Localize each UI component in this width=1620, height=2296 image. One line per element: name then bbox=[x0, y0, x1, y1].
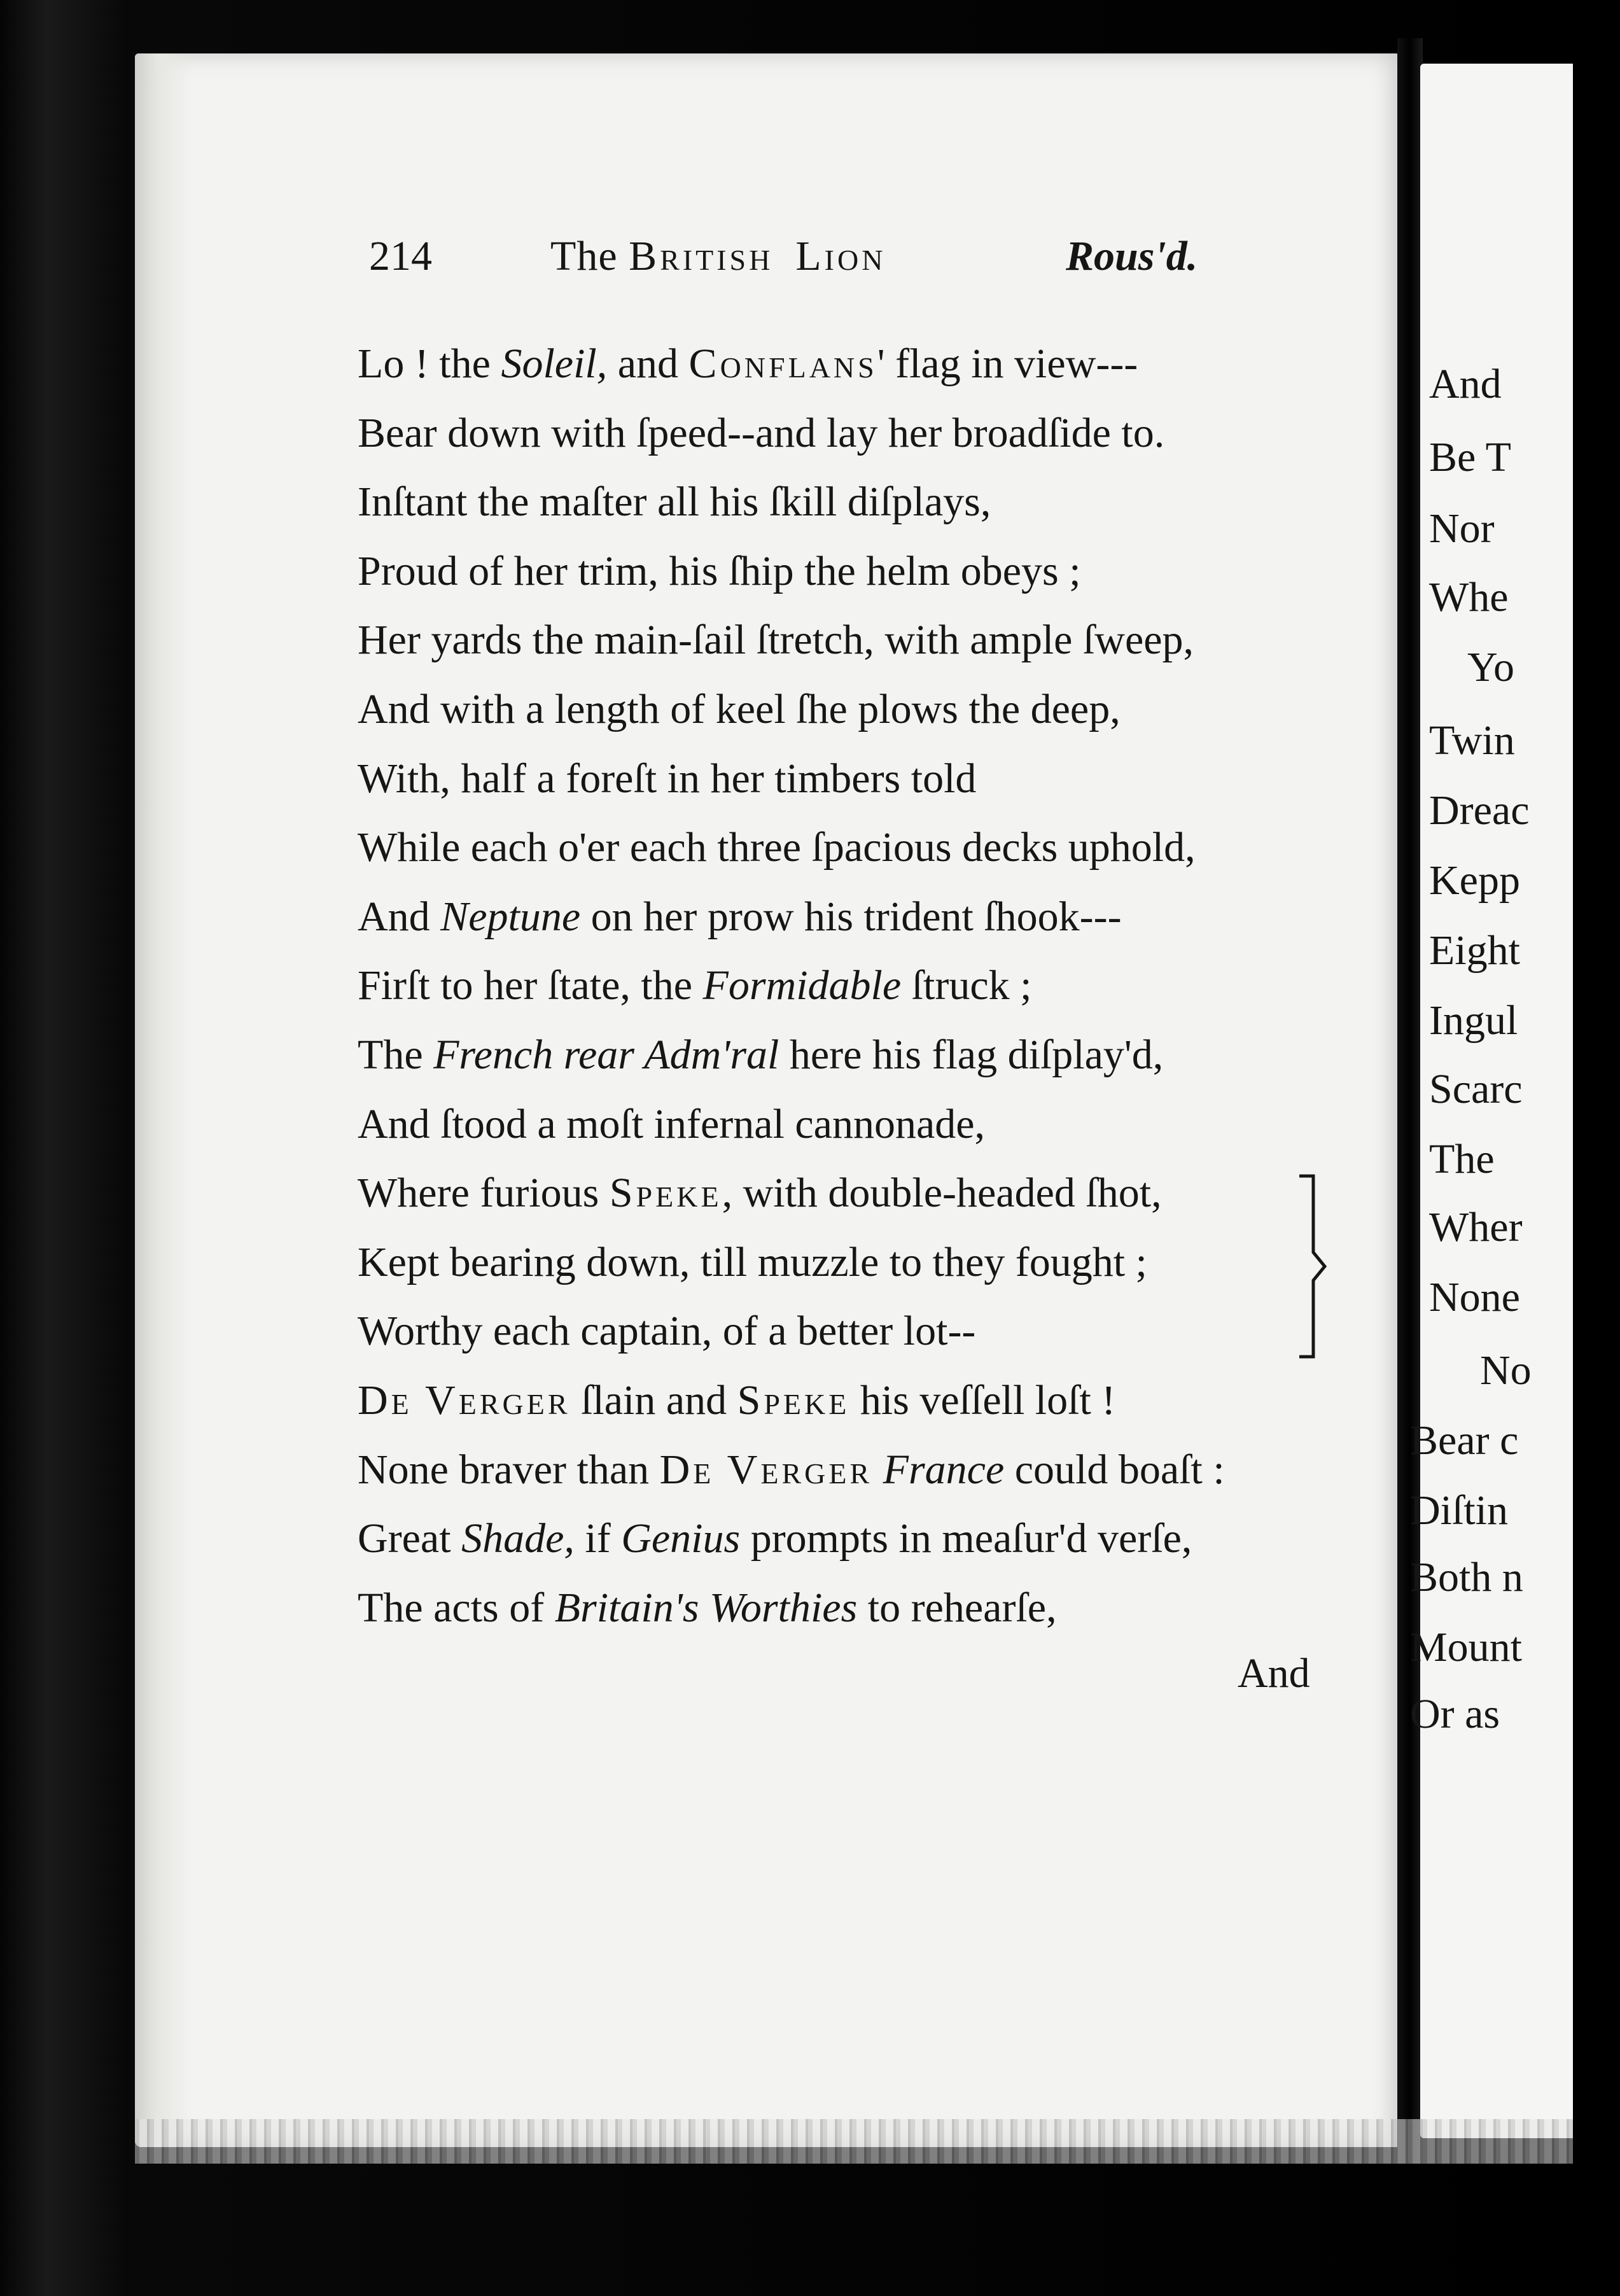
verse-line bbox=[358, 1090, 1376, 1159]
verse-segment: could boaſt : bbox=[1004, 1446, 1225, 1493]
facing-page-line: Dreac bbox=[1429, 787, 1530, 834]
verse-segment: his veſſell loſt ! bbox=[849, 1376, 1116, 1424]
verse-segment: here his flag diſplay'd, bbox=[779, 1031, 1164, 1078]
title-suffix: Rous'd. bbox=[1066, 233, 1198, 279]
verse-line bbox=[358, 468, 1376, 537]
running-title bbox=[550, 228, 886, 285]
verse-segment: While each o'er each three ſpacious decks uphold, bbox=[358, 824, 1196, 871]
facing-page-line: Be T bbox=[1429, 434, 1511, 480]
verse-segment: Formidable bbox=[702, 962, 902, 1009]
verse-segment: Lo ! the bbox=[358, 340, 501, 387]
facing-page-line: Diſtin bbox=[1410, 1487, 1509, 1534]
verse-segment: De Verger bbox=[659, 1446, 873, 1493]
verse-line bbox=[358, 813, 1376, 883]
verse-line bbox=[358, 1366, 1376, 1436]
verse-segment: The acts of bbox=[358, 1584, 555, 1631]
facing-page-line: Wher bbox=[1429, 1204, 1523, 1250]
verse-line bbox=[358, 1228, 1376, 1298]
facing-page-line: Kepp bbox=[1429, 857, 1520, 904]
verse-segment: And ſtood a moſt infernal cannonade, bbox=[358, 1100, 986, 1147]
facing-page-line: No bbox=[1480, 1347, 1532, 1394]
title-word-british: British bbox=[629, 233, 774, 279]
verse-line bbox=[358, 1021, 1376, 1090]
facing-page-line: Scarc bbox=[1429, 1066, 1523, 1112]
verse-segment: ſtruck ; bbox=[901, 962, 1032, 1009]
triplet-brace bbox=[1292, 1171, 1330, 1362]
verse-segment bbox=[872, 1446, 883, 1493]
facing-page-line: Whe bbox=[1429, 574, 1509, 620]
verse-line bbox=[358, 675, 1376, 745]
verse-segment: French rear Adm'ral bbox=[433, 1031, 779, 1078]
verse-segment: Bear down with ſpeed--and lay her broadſide to. bbox=[358, 409, 1165, 456]
verse-segment: France bbox=[883, 1446, 1005, 1493]
verse-segment: to rehearſe, bbox=[857, 1584, 1057, 1631]
verse-line bbox=[358, 745, 1376, 814]
verse-segment: , with double-headed ſhot, bbox=[722, 1170, 1162, 1217]
running-header bbox=[369, 228, 1228, 285]
verse-segment: Where furious bbox=[358, 1170, 610, 1217]
verse-segment: and bbox=[607, 340, 689, 387]
verse-segment: Britain's Worthies bbox=[554, 1584, 858, 1631]
facing-page-line: Both n bbox=[1410, 1554, 1523, 1600]
verse-segment: Speke bbox=[609, 1170, 722, 1217]
verse-line bbox=[358, 883, 1376, 952]
facing-page-line: None bbox=[1429, 1274, 1520, 1320]
facing-page-line: Ingul bbox=[1429, 997, 1518, 1044]
verse-segment: on her prow his trident ſhook--- bbox=[580, 893, 1122, 940]
verse-line bbox=[358, 1504, 1376, 1574]
poem-verse bbox=[358, 330, 1376, 1642]
verse-segment: ſlain and bbox=[570, 1376, 737, 1424]
page-number: 214 bbox=[369, 233, 432, 279]
verse-segment: Shade, bbox=[461, 1515, 575, 1562]
verse-line bbox=[358, 1159, 1376, 1228]
verse-segment: ' flag in view--- bbox=[877, 340, 1138, 387]
verse-line bbox=[358, 951, 1376, 1021]
catchword: And bbox=[1238, 1650, 1310, 1697]
verse-line bbox=[358, 399, 1376, 468]
verse-segment: Genius bbox=[621, 1515, 741, 1562]
verse-segment: prompts in meaſur'd verſe, bbox=[740, 1515, 1192, 1562]
verse-segment: Her yards the main-ſail ſtretch, with ample ſweep, bbox=[358, 617, 1194, 664]
verse-line bbox=[358, 1297, 1376, 1366]
facing-page-line: Twin bbox=[1429, 717, 1515, 764]
verse-segment: Neptune bbox=[440, 893, 581, 940]
verse-segment: Soleil, bbox=[501, 340, 608, 387]
facing-page-line: Mount bbox=[1410, 1624, 1523, 1670]
verse-line bbox=[358, 1436, 1376, 1505]
facing-page-line: Or as bbox=[1410, 1691, 1500, 1737]
verse-line bbox=[358, 330, 1376, 399]
facing-page-line: The bbox=[1429, 1136, 1495, 1182]
title-word-lion: Lion bbox=[795, 233, 886, 279]
facing-page bbox=[1410, 64, 1573, 2138]
facing-page-line: And bbox=[1429, 361, 1502, 407]
left-page-edge bbox=[135, 53, 192, 2147]
verse-line bbox=[358, 1574, 1376, 1643]
verse-segment: Worthy each captain, of a better lot-- bbox=[358, 1308, 976, 1355]
verse-segment: Proud of her trim, his ſhip the helm obeys ; bbox=[358, 547, 1081, 594]
verse-segment: And bbox=[358, 893, 441, 940]
facing-page-line: Eight bbox=[1429, 927, 1520, 974]
page-bottom-edge bbox=[135, 2119, 1573, 2164]
title-prefix: The bbox=[550, 233, 629, 279]
verse-line bbox=[358, 606, 1376, 675]
facing-page-line: Yo bbox=[1467, 644, 1515, 690]
book-gutter bbox=[1397, 38, 1423, 2164]
verse-segment: The bbox=[358, 1031, 434, 1078]
verse-segment: Kept bearing down, till muzzle to they fought ; bbox=[358, 1238, 1147, 1285]
verse-segment: Inſtant the maſter all his ſkill diſplays, bbox=[358, 479, 991, 526]
verse-segment: Great bbox=[358, 1515, 462, 1562]
verse-segment: And with a length of keel ſhe plows the deep, bbox=[358, 685, 1121, 732]
verse-segment: None braver than bbox=[358, 1446, 660, 1493]
verse-line bbox=[358, 537, 1376, 606]
verse-segment: Firſt to her ſtate, the bbox=[358, 962, 703, 1009]
verse-segment: Speke bbox=[737, 1376, 850, 1424]
verse-segment: With, half a foreſt in her timbers told bbox=[358, 755, 977, 802]
facing-page-line: Nor bbox=[1429, 505, 1495, 552]
facing-page-line: Bear c bbox=[1410, 1417, 1519, 1464]
verse-segment: if bbox=[574, 1515, 622, 1562]
verse-segment: De Verger bbox=[358, 1376, 571, 1424]
verse-segment: Conflans bbox=[688, 340, 877, 387]
